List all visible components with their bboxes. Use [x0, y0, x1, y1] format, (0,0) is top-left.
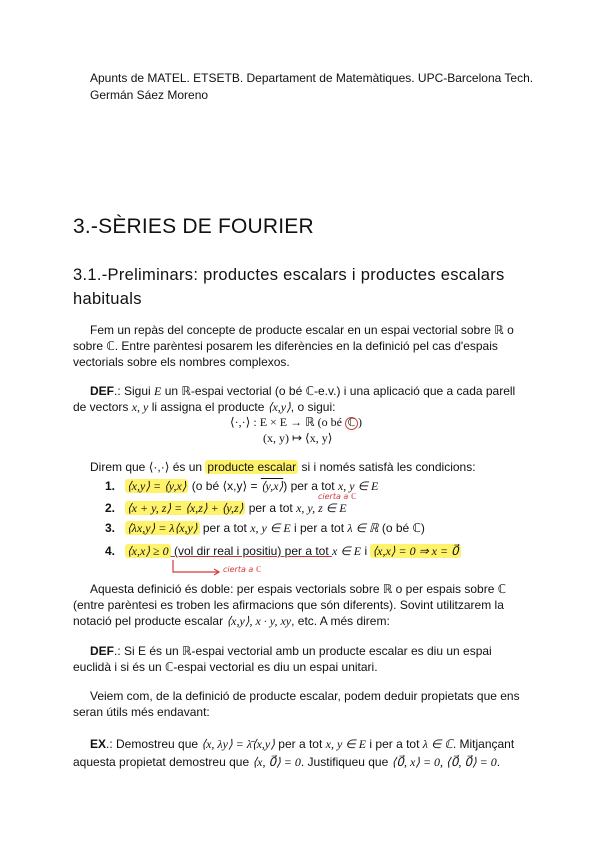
header-line-2: Germán Sáez Moreno — [90, 88, 209, 102]
intro-paragraph — [73, 322, 528, 370]
exercise-text: per a tot — [274, 737, 326, 751]
condition-highlight: ⟨x,y⟩ = ⟨y,x⟩ — [127, 479, 187, 493]
paragraph-text: Aquesta definició és doble: per espais vectorials sobre ℝ o per espais sobre ℂ (entre parèntesi es troben les afirmacions que són diferents). Sovint utilitzarem la notació pel producte escalar — [73, 582, 507, 628]
condition-4 — [105, 543, 461, 559]
definition-1 — [73, 383, 528, 415]
exercise-math: ⟨0⃗, x⟩ = 0, ⟨0⃗, 0⃗⟩ = 0 — [391, 755, 497, 769]
def-text: .: Sigui — [114, 384, 155, 398]
condition-highlight: ⟨x + y, z⟩ = ⟨x,z⟩ + ⟨y,z⟩ — [127, 501, 244, 515]
condition-text: i per a tot — [290, 521, 348, 535]
condition-highlight: ⟨λx,y⟩ = λ⟨x,y⟩ — [127, 521, 198, 535]
exercise-text: .: Demostreu que — [106, 737, 202, 751]
def-text: , o sigui: — [290, 400, 336, 414]
map-formula-line-2: (x, y) ↦ ⟨x, y⟩ — [263, 431, 333, 445]
condition-3 — [105, 520, 425, 536]
page-header — [90, 70, 533, 104]
handwritten-note: cierta a ℂ — [223, 565, 262, 574]
def-label: DEF — [90, 644, 114, 658]
condition-math: ⟨y,x⟩ — [260, 479, 284, 493]
condition-math: x, y ∈ E — [250, 521, 291, 535]
condition-math: λ ∈ ℝ — [347, 521, 379, 535]
exercise-math: ⟨x, λy⟩ = λ̄⟨x,y⟩ — [201, 737, 275, 751]
condition-number: 2. — [105, 501, 116, 515]
paragraph-text: , etc. A més direm: — [291, 614, 390, 628]
map-formula: ⟨·,·⟩ : E × E → ℝ (o bé — [230, 415, 345, 429]
chapter-title: 3.-SÈRIES DE FOURIER — [73, 215, 314, 238]
paragraph-math: ⟨x,y⟩, x · y, xy — [226, 614, 292, 628]
paragraph-3 — [73, 688, 528, 720]
conditions-intro-text: si i només satisfà les condicions: — [298, 460, 476, 474]
condition-math: x, y ∈ E — [337, 479, 379, 493]
map-formula-line-1 — [230, 415, 362, 430]
conditions-intro — [73, 459, 528, 475]
exercise-math: x, y ∈ E — [325, 737, 367, 751]
intro-text: Fem un repàs del concepte de producte escalar en un espai vectorial sobre ℝ o sobre ℂ. Entre parèntesi posarem les diferències en la definició pel cas d'espais vectorials sobre els nombres complexos. — [73, 323, 514, 369]
exercise-text: i per a tot — [366, 737, 423, 751]
map-formula: ) — [357, 415, 362, 429]
condition-math: x, y, z ∈ E — [296, 501, 347, 515]
highlight-producte-escalar: producte escalar — [207, 460, 297, 474]
def-math: E — [154, 384, 162, 398]
exercise-math: ⟨x, 0⃗⟩ = 0 — [252, 755, 301, 769]
condition-number: 3. — [105, 521, 116, 535]
paragraph-text: Veiem com, de la definició de producte escalar, podem deduir propietats que ens seran útils més endavant: — [73, 689, 520, 719]
condition-text: (o bé ℂ) — [378, 521, 425, 535]
header-line-1: Apunts de MATEL. ETSETB. Departament de Matemàtiques. UPC-Barcelona Tech. — [90, 71, 534, 85]
def-label: DEF — [90, 384, 114, 398]
condition-text: (o bé ⟨x,y⟩ = — [188, 479, 261, 493]
paragraph-2 — [73, 581, 528, 629]
condition-text: ) per a tot — [283, 479, 338, 493]
conditions-intro-text: Direm que ⟨·,·⟩ és un — [90, 460, 206, 474]
def-text: li assigna el producte — [148, 400, 268, 414]
exercise-label: EX — [90, 737, 107, 751]
condition-highlight: ⟨x,x⟩ ≥ 0 — [127, 544, 169, 558]
def-math: ⟨x,y⟩ — [267, 400, 291, 414]
def-text: un ℝ-espai vectorial (o bé ℂ-e.v.) i una aplicació que a cada parell de vectors — [73, 384, 516, 414]
condition-text: per a tot — [245, 501, 297, 515]
definition-2 — [73, 643, 528, 675]
exercise-text: . Justifiqueu que — [300, 755, 392, 769]
circled-annotation: ℂ — [345, 417, 358, 430]
section-title: 3.1.-Preliminars: productes escalars i productes escalars habituals — [73, 266, 505, 308]
def-math: x, y — [131, 400, 149, 414]
condition-text: per a tot — [199, 521, 251, 535]
condition-highlight: ⟨x,x⟩ = 0 ⇒ x = 0⃗ — [372, 544, 459, 558]
condition-text: (vol dir real i positiu) per a tot — [170, 544, 333, 558]
condition-number: 4. — [105, 544, 116, 558]
handwritten-note: cierta a ℂ — [318, 492, 357, 501]
exercise-text: . Mitjançant aquesta propietat demostreu que — [73, 737, 515, 769]
condition-number: 1. — [105, 479, 116, 493]
condition-text: i — [361, 544, 371, 558]
def-text: .: Si E és un ℝ-espai vectorial amb un producte escalar es diu un espai euclidà i si és un ℂ-espai vectorial es diu un espai unitari. — [73, 644, 492, 674]
condition-2 — [105, 500, 347, 516]
exercise-math: λ ∈ ℂ — [422, 737, 453, 751]
exercise-text: . — [496, 755, 501, 769]
condition-math: x ∈ E — [332, 544, 362, 558]
exercise — [73, 735, 528, 771]
